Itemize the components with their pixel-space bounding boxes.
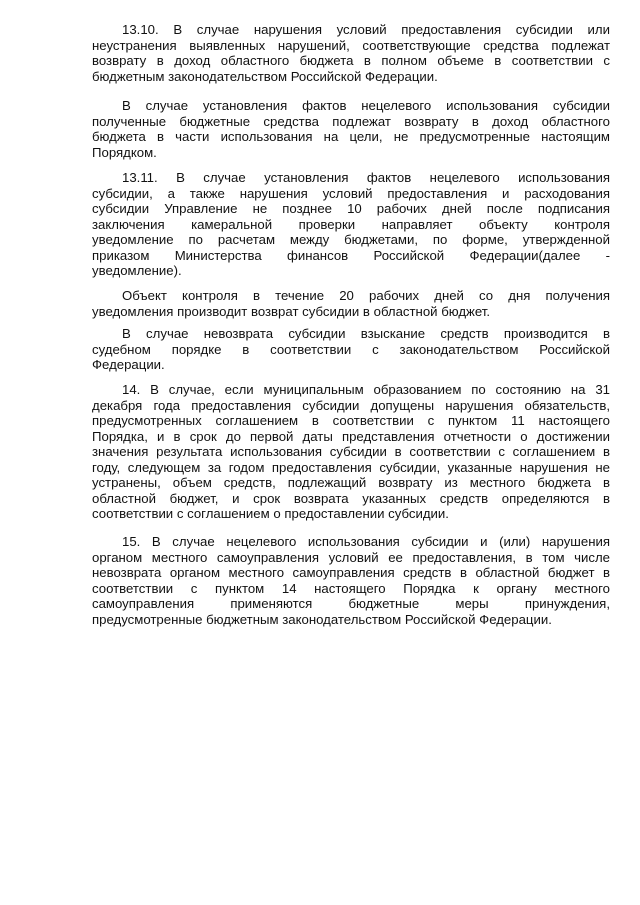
text-line: неустранения выявленных нарушений, соответствующие средства подлежат bbox=[92, 37, 610, 53]
text-line: значения результата использования субсидии в соответствии с соглашением в bbox=[92, 444, 610, 459]
text-line: уведомление по расчетам между бюджетами, по форме, утвержденной bbox=[92, 232, 610, 247]
text-line: Порядка, и в срок до первой даты представления отчетности о достижении bbox=[92, 428, 610, 444]
text-line: бюджета в части использования на цели, не предусмотренные настоящим bbox=[92, 129, 610, 144]
text-line: самоуправления применяются бюджетные меры принуждения, bbox=[92, 596, 610, 611]
text-line: возврату в доход областного бюджета в полном объеме в соответствии с bbox=[92, 53, 610, 68]
text-line: 15. В случае нецелевого использования субсидии и (или) нарушения bbox=[122, 534, 610, 549]
text-line: предусмотренных соглашением в соответствии с пунктом 11 настоящего bbox=[92, 413, 610, 428]
text-line: соответствии с соглашением о предоставлении субсидии. bbox=[92, 506, 449, 521]
text-line: 14. В случае, если муниципальным образованием по состоянию на 31 bbox=[122, 382, 610, 397]
text-line: предусмотренные бюджетным законодательством Российской Федерации. bbox=[92, 611, 552, 627]
text-line: декабря года предоставления субсидии допущены нарушения обязательств, bbox=[92, 397, 610, 413]
text-line: полученные бюджетные средства подлежат возврату в доход областного bbox=[92, 113, 610, 129]
text-line: В случае установления фактов нецелевого использования субсидии bbox=[122, 98, 610, 113]
text-line: В случае невозврата субсидии взыскание средств производится в bbox=[122, 326, 610, 341]
text-line: Порядком. bbox=[92, 144, 157, 160]
text-line: Федерации. bbox=[92, 357, 165, 372]
text-line: соответствии с пунктом 14 настоящего Порядка к органу местного bbox=[92, 580, 610, 596]
text-line: Объект контроля в течение 20 рабочих дней со дня получения bbox=[122, 288, 610, 303]
text-line: органом местного самоуправления условий ее предоставления, в том числе bbox=[92, 549, 610, 565]
text-line: уведомление). bbox=[92, 263, 182, 278]
text-line: субсидии, а также нарушения условий предоставления и расходования bbox=[92, 185, 610, 201]
text-line: 13.10. В случае нарушения условий предоставления субсидии или bbox=[122, 22, 610, 37]
text-line: приказом Министерства финансов Российской Федерации(далее - bbox=[92, 247, 610, 263]
text-line: уведомления производит возврат субсидии в областной бюджет. bbox=[92, 303, 491, 319]
text-line: 13.11. В случае установления фактов нецелевого использования bbox=[122, 170, 610, 185]
text-line: году, следующем за годом предоставления субсидии, указанные нарушения не bbox=[92, 459, 610, 475]
text-line: субсидии Управление не позднее 10 рабочих дней после подписания bbox=[92, 201, 610, 216]
text-line: устранены, объем средств, подлежащий возврату из местного бюджета в bbox=[92, 475, 610, 490]
text-line: бюджетным законодательством Российской Федерации. bbox=[92, 68, 438, 84]
text-line: невозврата органом местного самоуправления средств в областной бюджет в bbox=[92, 565, 610, 580]
text-line: судебном порядке в соответствии с законодательством Российской bbox=[92, 341, 610, 357]
text-line: заключения камеральной проверки направляет объекту контроля bbox=[92, 216, 610, 232]
text-line: областной бюджет, и срок возврата указанных средств определяются в bbox=[92, 490, 610, 506]
